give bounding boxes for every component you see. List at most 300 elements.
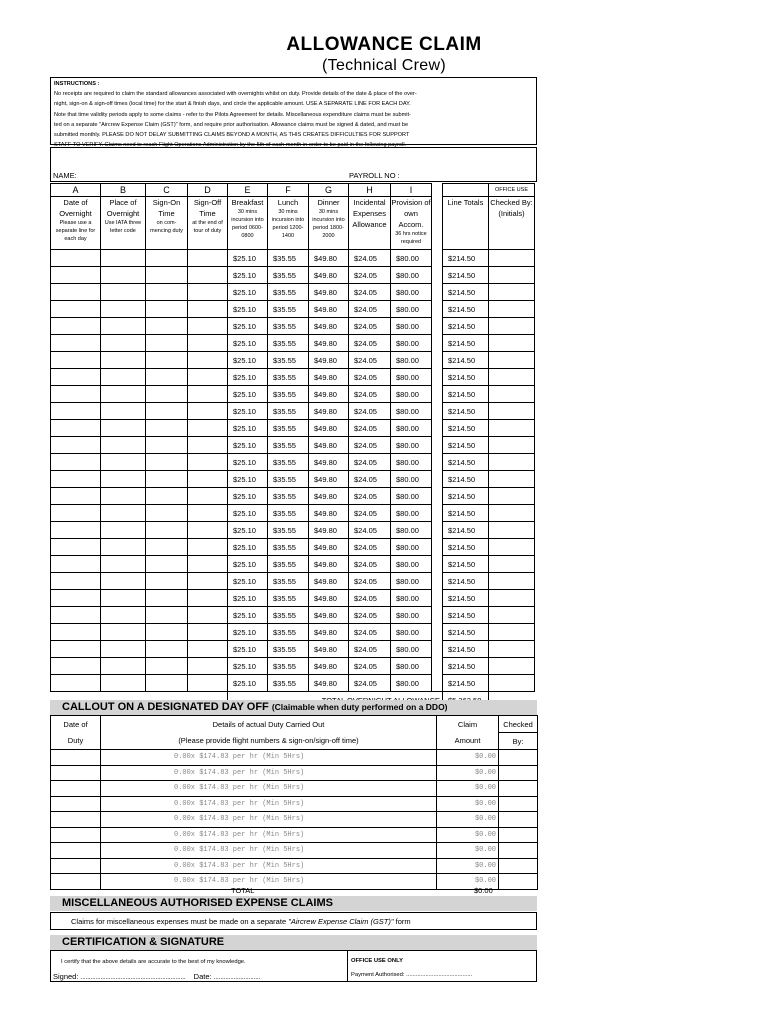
allowance-amount[interactable]: $80.00	[391, 539, 432, 556]
entry-cell[interactable]	[51, 386, 101, 403]
entry-cell[interactable]	[101, 488, 146, 505]
allowance-amount[interactable]: $24.05	[349, 675, 391, 692]
entry-cell[interactable]	[188, 658, 228, 675]
allowance-amount[interactable]: $35.55	[268, 471, 309, 488]
allowance-amount[interactable]: $49.80	[309, 658, 349, 675]
entry-cell[interactable]	[146, 641, 188, 658]
allowance-amount[interactable]: $24.05	[349, 556, 391, 573]
allowance-amount[interactable]: $80.00	[391, 607, 432, 624]
allowance-amount[interactable]: $49.80	[309, 590, 349, 607]
entry-cell[interactable]	[146, 658, 188, 675]
entry-cell[interactable]	[101, 607, 146, 624]
allowance-amount[interactable]: $80.00	[391, 403, 432, 420]
callout-date-cell[interactable]	[51, 781, 101, 797]
allowance-amount[interactable]: $24.05	[349, 488, 391, 505]
checked-cell[interactable]	[489, 250, 535, 267]
allowance-amount[interactable]: $80.00	[391, 335, 432, 352]
allowance-amount[interactable]: $80.00	[391, 369, 432, 386]
allowance-amount[interactable]: $35.55	[268, 624, 309, 641]
entry-cell[interactable]	[101, 403, 146, 420]
entry-cell[interactable]	[101, 267, 146, 284]
entry-cell[interactable]	[188, 284, 228, 301]
allowance-amount[interactable]: $35.55	[268, 539, 309, 556]
allowance-amount[interactable]: $49.80	[309, 471, 349, 488]
allowance-amount[interactable]: $49.80	[309, 267, 349, 284]
allowance-amount[interactable]: $80.00	[391, 352, 432, 369]
allowance-amount[interactable]: $49.80	[309, 352, 349, 369]
checked-cell[interactable]	[489, 556, 535, 573]
entry-cell[interactable]	[51, 488, 101, 505]
allowance-amount[interactable]: $49.80	[309, 386, 349, 403]
entry-cell[interactable]	[51, 522, 101, 539]
entry-cell[interactable]	[101, 624, 146, 641]
allowance-amount[interactable]: $49.80	[309, 505, 349, 522]
entry-cell[interactable]	[188, 607, 228, 624]
callout-rate-text[interactable]: 0.00x $174.83 per hr (Min 5Hrs)	[101, 858, 437, 874]
allowance-amount[interactable]: $25.10	[228, 352, 268, 369]
callout-checked-cell[interactable]	[499, 812, 538, 828]
allowance-amount[interactable]: $24.05	[349, 641, 391, 658]
allowance-amount[interactable]: $25.10	[228, 318, 268, 335]
checked-cell[interactable]	[489, 641, 535, 658]
entry-cell[interactable]	[188, 522, 228, 539]
allowance-amount[interactable]: $35.55	[268, 437, 309, 454]
entry-cell[interactable]	[101, 454, 146, 471]
allowance-amount[interactable]: $49.80	[309, 369, 349, 386]
allowance-amount[interactable]: $35.55	[268, 318, 309, 335]
checked-cell[interactable]	[489, 675, 535, 692]
entry-cell[interactable]	[146, 522, 188, 539]
entry-cell[interactable]	[188, 641, 228, 658]
entry-cell[interactable]	[146, 624, 188, 641]
allowance-amount[interactable]: $25.10	[228, 386, 268, 403]
checked-cell[interactable]	[489, 369, 535, 386]
allowance-amount[interactable]: $35.55	[268, 335, 309, 352]
allowance-amount[interactable]: $24.05	[349, 573, 391, 590]
allowance-amount[interactable]: $80.00	[391, 590, 432, 607]
entry-cell[interactable]	[146, 335, 188, 352]
allowance-amount[interactable]: $25.10	[228, 675, 268, 692]
callout-rate-text[interactable]: 0.00x $174.83 per hr (Min 5Hrs)	[101, 796, 437, 812]
entry-cell[interactable]	[146, 505, 188, 522]
allowance-amount[interactable]: $49.80	[309, 318, 349, 335]
allowance-amount[interactable]: $49.80	[309, 624, 349, 641]
allowance-amount[interactable]: $35.55	[268, 488, 309, 505]
allowance-amount[interactable]: $80.00	[391, 522, 432, 539]
entry-cell[interactable]	[101, 386, 146, 403]
entry-cell[interactable]	[101, 420, 146, 437]
allowance-amount[interactable]: $25.10	[228, 420, 268, 437]
allowance-amount[interactable]: $24.05	[349, 250, 391, 267]
allowance-amount[interactable]: $24.05	[349, 437, 391, 454]
entry-cell[interactable]	[51, 352, 101, 369]
checked-cell[interactable]	[489, 335, 535, 352]
entry-cell[interactable]	[101, 641, 146, 658]
allowance-amount[interactable]: $80.00	[391, 454, 432, 471]
entry-cell[interactable]	[146, 454, 188, 471]
allowance-amount[interactable]: $80.00	[391, 250, 432, 267]
date-line[interactable]: ............................	[213, 975, 261, 981]
entry-cell[interactable]	[101, 522, 146, 539]
entry-cell[interactable]	[51, 675, 101, 692]
entry-cell[interactable]	[101, 352, 146, 369]
entry-cell[interactable]	[51, 335, 101, 352]
allowance-amount[interactable]: $80.00	[391, 420, 432, 437]
allowance-amount[interactable]: $24.05	[349, 539, 391, 556]
checked-cell[interactable]	[489, 454, 535, 471]
entry-cell[interactable]	[51, 454, 101, 471]
allowance-amount[interactable]: $25.10	[228, 641, 268, 658]
entry-cell[interactable]	[51, 590, 101, 607]
entry-cell[interactable]	[101, 284, 146, 301]
allowance-amount[interactable]: $49.80	[309, 284, 349, 301]
allowance-amount[interactable]: $49.80	[309, 675, 349, 692]
allowance-amount[interactable]: $35.55	[268, 454, 309, 471]
entry-cell[interactable]	[101, 318, 146, 335]
allowance-amount[interactable]: $80.00	[391, 675, 432, 692]
entry-cell[interactable]	[188, 369, 228, 386]
allowance-amount[interactable]: $24.05	[349, 352, 391, 369]
callout-rate-text[interactable]: 0.00x $174.83 per hr (Min 5Hrs)	[101, 765, 437, 781]
callout-checked-cell[interactable]	[499, 781, 538, 797]
allowance-amount[interactable]: $24.05	[349, 335, 391, 352]
allowance-amount[interactable]: $35.55	[268, 284, 309, 301]
callout-row	[51, 874, 538, 890]
entry-cell[interactable]	[146, 471, 188, 488]
entry-cell[interactable]	[146, 318, 188, 335]
callout-rate-text[interactable]: 0.00x $174.83 per hr (Min 5Hrs)	[101, 812, 437, 828]
entry-cell[interactable]	[101, 675, 146, 692]
allowance-amount[interactable]: $35.55	[268, 369, 309, 386]
entry-cell[interactable]	[51, 437, 101, 454]
callout-checked-cell[interactable]	[499, 874, 538, 890]
callout-checked-cell[interactable]	[499, 827, 538, 843]
entry-cell[interactable]	[146, 386, 188, 403]
entry-cell[interactable]	[188, 352, 228, 369]
callout-rate-text[interactable]: 0.00x $174.83 per hr (Min 5Hrs)	[101, 781, 437, 797]
allowance-amount[interactable]: $80.00	[391, 318, 432, 335]
entry-cell[interactable]	[101, 590, 146, 607]
allowance-amount[interactable]: $49.80	[309, 437, 349, 454]
allowance-amount[interactable]: $35.55	[268, 658, 309, 675]
allowance-amount[interactable]: $24.05	[349, 624, 391, 641]
allowance-amount[interactable]: $35.55	[268, 641, 309, 658]
entry-cell[interactable]	[188, 335, 228, 352]
allowance-amount[interactable]: $25.10	[228, 403, 268, 420]
entry-cell[interactable]	[146, 590, 188, 607]
column-letter: G	[309, 184, 349, 197]
column-title: Place of Overnight	[106, 198, 140, 218]
callout-checked-cell[interactable]	[499, 765, 538, 781]
callout-checked-cell[interactable]	[499, 843, 538, 859]
allowance-amount[interactable]: $25.10	[228, 335, 268, 352]
entry-cell[interactable]	[51, 505, 101, 522]
allowance-amount[interactable]: $49.80	[309, 301, 349, 318]
allowance-amount[interactable]: $25.10	[228, 301, 268, 318]
entry-cell[interactable]	[188, 420, 228, 437]
callout-date-cell[interactable]	[51, 843, 101, 859]
callout-checked-cell[interactable]	[499, 858, 538, 874]
entry-cell[interactable]	[188, 437, 228, 454]
entry-cell[interactable]	[146, 420, 188, 437]
allowance-amount[interactable]: $25.10	[228, 454, 268, 471]
allowance-amount[interactable]: $35.55	[268, 522, 309, 539]
checked-cell[interactable]	[489, 505, 535, 522]
entry-cell[interactable]	[101, 505, 146, 522]
allowance-amount[interactable]: $24.05	[349, 658, 391, 675]
allowance-amount[interactable]: $25.10	[228, 573, 268, 590]
allowance-amount[interactable]: $35.55	[268, 352, 309, 369]
allowance-amount[interactable]: $24.05	[349, 403, 391, 420]
entry-cell[interactable]	[188, 505, 228, 522]
entry-cell[interactable]	[146, 403, 188, 420]
allowance-amount[interactable]: $35.55	[268, 420, 309, 437]
callout-heading-note: (Claimable when duty performed on a DDO)	[271, 702, 448, 712]
allowance-amount[interactable]: $80.00	[391, 505, 432, 522]
allowance-amount[interactable]: $24.05	[349, 522, 391, 539]
entry-cell[interactable]	[146, 301, 188, 318]
allowance-amount[interactable]: $25.10	[228, 488, 268, 505]
allowance-amount[interactable]: $24.05	[349, 318, 391, 335]
entry-cell[interactable]	[51, 250, 101, 267]
column-header	[489, 197, 535, 250]
checked-cell[interactable]	[489, 590, 535, 607]
entry-cell[interactable]	[51, 369, 101, 386]
allowance-amount[interactable]: $49.80	[309, 403, 349, 420]
callout-rate-text[interactable]: 0.00x $174.83 per hr (Min 5Hrs)	[101, 843, 437, 859]
allowance-amount[interactable]: $49.80	[309, 335, 349, 352]
allowance-amount[interactable]: $35.55	[268, 505, 309, 522]
allowance-amount[interactable]: $49.80	[309, 250, 349, 267]
entry-cell[interactable]	[101, 437, 146, 454]
allowance-amount[interactable]: $49.80	[309, 556, 349, 573]
allowance-amount[interactable]: $49.80	[309, 607, 349, 624]
entry-cell[interactable]	[146, 284, 188, 301]
allowance-amount[interactable]: $25.10	[228, 284, 268, 301]
entry-cell[interactable]	[188, 318, 228, 335]
allowance-amount[interactable]: $80.00	[391, 437, 432, 454]
allowance-amount[interactable]: $35.55	[268, 301, 309, 318]
entry-cell[interactable]	[188, 386, 228, 403]
allowance-amount[interactable]: $35.55	[268, 267, 309, 284]
entry-cell[interactable]	[51, 573, 101, 590]
allowance-amount[interactable]: $80.00	[391, 301, 432, 318]
allowance-amount[interactable]: $24.05	[349, 386, 391, 403]
callout-checked-cell[interactable]	[499, 750, 538, 766]
allowance-amount[interactable]: $24.05	[349, 590, 391, 607]
allowance-amount[interactable]: $80.00	[391, 658, 432, 675]
checked-cell[interactable]	[489, 284, 535, 301]
allowance-amount[interactable]: $25.10	[228, 437, 268, 454]
callout-date-cell[interactable]	[51, 858, 101, 874]
callout-rate-text[interactable]: 0.00x $174.83 per hr (Min 5Hrs)	[101, 874, 437, 890]
callout-rate-text[interactable]: 0.00x $174.83 per hr (Min 5Hrs)	[101, 827, 437, 843]
payment-authorised-line[interactable]: .........................................	[406, 972, 473, 978]
entry-cell[interactable]	[146, 675, 188, 692]
entry-cell[interactable]	[101, 658, 146, 675]
entry-cell[interactable]	[51, 301, 101, 318]
allowance-amount[interactable]: $35.55	[268, 403, 309, 420]
entry-cell[interactable]	[146, 539, 188, 556]
entry-cell[interactable]	[188, 250, 228, 267]
allowance-amount[interactable]: $49.80	[309, 522, 349, 539]
checked-cell[interactable]	[489, 607, 535, 624]
allowance-amount[interactable]: $80.00	[391, 386, 432, 403]
entry-cell[interactable]	[188, 590, 228, 607]
checked-cell[interactable]	[489, 403, 535, 420]
allowance-amount[interactable]: $25.10	[228, 505, 268, 522]
checked-cell[interactable]	[489, 471, 535, 488]
entry-cell[interactable]	[146, 573, 188, 590]
allowance-amount[interactable]: $25.10	[228, 556, 268, 573]
entry-cell[interactable]	[51, 607, 101, 624]
allowance-amount[interactable]: $49.80	[309, 573, 349, 590]
entry-cell[interactable]	[146, 556, 188, 573]
allowance-amount[interactable]: $24.05	[349, 607, 391, 624]
checked-cell[interactable]	[489, 352, 535, 369]
allowance-amount[interactable]: $24.05	[349, 420, 391, 437]
callout-checked-cell[interactable]	[499, 796, 538, 812]
entry-cell[interactable]	[146, 369, 188, 386]
checked-cell[interactable]	[489, 658, 535, 675]
checked-cell[interactable]	[489, 539, 535, 556]
allowance-amount[interactable]: $35.55	[268, 250, 309, 267]
entry-cell[interactable]	[188, 624, 228, 641]
entry-cell[interactable]	[188, 573, 228, 590]
callout-rate-text[interactable]: 0.00x $174.83 per hr (Min 5Hrs)	[101, 750, 437, 766]
allowance-amount[interactable]: $24.05	[349, 284, 391, 301]
checked-cell[interactable]	[489, 318, 535, 335]
entry-cell[interactable]	[51, 403, 101, 420]
entry-cell[interactable]	[188, 675, 228, 692]
allowance-amount[interactable]: $24.05	[349, 369, 391, 386]
entry-cell[interactable]	[101, 573, 146, 590]
allowance-amount[interactable]: $24.05	[349, 301, 391, 318]
entry-cell[interactable]	[146, 352, 188, 369]
allowance-amount[interactable]: $80.00	[391, 284, 432, 301]
column-header	[391, 197, 432, 250]
allowance-amount[interactable]: $49.80	[309, 539, 349, 556]
allowance-amount[interactable]: $35.55	[268, 386, 309, 403]
allowance-amount[interactable]: $25.10	[228, 658, 268, 675]
entry-cell[interactable]	[101, 250, 146, 267]
allowance-amount[interactable]: $49.80	[309, 454, 349, 471]
entry-cell[interactable]	[188, 301, 228, 318]
callout-date-cell[interactable]	[51, 812, 101, 828]
entry-cell[interactable]	[51, 641, 101, 658]
entry-cell[interactable]	[51, 539, 101, 556]
allowance-amount[interactable]: $80.00	[391, 556, 432, 573]
entry-cell[interactable]	[51, 624, 101, 641]
allowance-amount[interactable]: $25.10	[228, 250, 268, 267]
column-note: 30 mins incursion into period 1800-2000	[312, 209, 345, 239]
callout-date-cell[interactable]	[51, 765, 101, 781]
allowance-amount[interactable]: $35.55	[268, 675, 309, 692]
entry-cell[interactable]	[101, 369, 146, 386]
entry-cell[interactable]	[101, 301, 146, 318]
allowance-amount[interactable]: $80.00	[391, 641, 432, 658]
checked-cell[interactable]	[489, 437, 535, 454]
allowance-amount[interactable]: $35.55	[268, 590, 309, 607]
entry-cell[interactable]	[51, 658, 101, 675]
allowance-amount[interactable]: $35.55	[268, 573, 309, 590]
entry-cell[interactable]	[188, 488, 228, 505]
entry-cell[interactable]	[101, 556, 146, 573]
allowance-amount[interactable]: $25.10	[228, 539, 268, 556]
entry-cell[interactable]	[101, 539, 146, 556]
callout-date-cell[interactable]	[51, 874, 101, 890]
callout-date-cell[interactable]	[51, 827, 101, 843]
checked-cell[interactable]	[489, 488, 535, 505]
allowance-amount[interactable]: $25.10	[228, 590, 268, 607]
allowance-amount[interactable]: $25.10	[228, 607, 268, 624]
allowance-amount[interactable]: $25.10	[228, 624, 268, 641]
entry-cell[interactable]	[101, 335, 146, 352]
instruction-line: Note that time validity periods apply to some claims - refer to the Pilots Agreement for details. Miscellaneous expenditure claims must be submit-	[54, 111, 411, 118]
allowance-amount[interactable]: $25.10	[228, 267, 268, 284]
checked-cell[interactable]	[489, 386, 535, 403]
table-row	[51, 505, 535, 522]
allowance-amount[interactable]: $25.10	[228, 369, 268, 386]
allowance-amount[interactable]: $35.55	[268, 607, 309, 624]
allowance-amount[interactable]: $49.80	[309, 641, 349, 658]
allowance-amount[interactable]: $80.00	[391, 471, 432, 488]
entry-cell[interactable]	[51, 420, 101, 437]
entry-cell[interactable]	[51, 556, 101, 573]
entry-cell[interactable]	[101, 471, 146, 488]
checked-cell[interactable]	[489, 301, 535, 318]
allowance-amount[interactable]: $80.00	[391, 267, 432, 284]
entry-cell[interactable]	[146, 267, 188, 284]
checked-cell[interactable]	[489, 522, 535, 539]
allowance-amount[interactable]: $25.10	[228, 522, 268, 539]
entry-cell[interactable]	[188, 539, 228, 556]
allowance-amount[interactable]: $80.00	[391, 624, 432, 641]
allowance-amount[interactable]: $49.80	[309, 420, 349, 437]
entry-cell[interactable]	[146, 250, 188, 267]
entry-cell[interactable]	[51, 318, 101, 335]
allowance-amount[interactable]: $24.05	[349, 505, 391, 522]
checked-cell[interactable]	[489, 420, 535, 437]
allowance-amount[interactable]: $49.80	[309, 488, 349, 505]
allowance-amount[interactable]: $80.00	[391, 488, 432, 505]
entry-cell[interactable]	[146, 607, 188, 624]
entry-cell[interactable]	[146, 488, 188, 505]
entry-cell[interactable]	[188, 471, 228, 488]
allowance-amount[interactable]: $35.55	[268, 556, 309, 573]
entry-cell[interactable]	[51, 284, 101, 301]
allowance-amount[interactable]: $24.05	[349, 454, 391, 471]
entry-cell[interactable]	[146, 437, 188, 454]
callout-date-cell[interactable]	[51, 750, 101, 766]
allowance-amount[interactable]: $80.00	[391, 573, 432, 590]
entry-cell[interactable]	[188, 403, 228, 420]
checked-cell[interactable]	[489, 573, 535, 590]
entry-cell[interactable]	[51, 267, 101, 284]
page-subtitle: (Technical Crew)	[322, 57, 446, 74]
entry-cell[interactable]	[188, 267, 228, 284]
allowance-amount[interactable]: $24.05	[349, 267, 391, 284]
signed-line[interactable]: ...............................................................	[80, 975, 186, 981]
checked-cell[interactable]	[489, 267, 535, 284]
entry-cell[interactable]	[51, 471, 101, 488]
callout-date-cell[interactable]	[51, 796, 101, 812]
allowance-amount[interactable]: $24.05	[349, 471, 391, 488]
allowance-amount[interactable]: $25.10	[228, 471, 268, 488]
entry-cell[interactable]	[188, 556, 228, 573]
entry-cell[interactable]	[188, 454, 228, 471]
checked-cell[interactable]	[489, 624, 535, 641]
